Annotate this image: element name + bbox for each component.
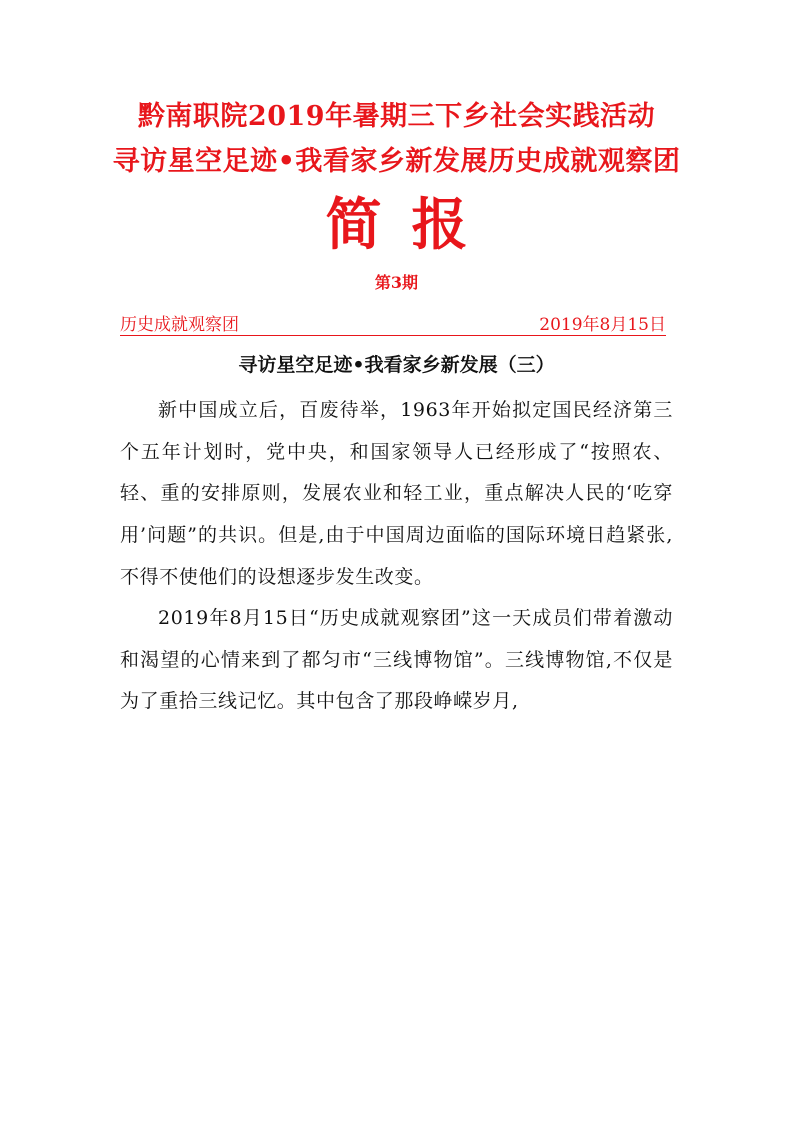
organization-name: 历史成就观察团 <box>120 315 239 335</box>
publish-date: 2019年8月15日 <box>539 315 666 335</box>
header-divider <box>120 335 666 336</box>
header-line-2: 寻访星空足迹•我看家乡新发展历史成就观察团 <box>112 146 681 177</box>
issue-number: 第3期 <box>374 273 419 292</box>
paragraph-1: 新中国成立后，百废待举，1963年开始拟定国民经济第三个五年计划时，党中央，和国家领导人已经形成了“按照农、轻、重的安排原则，发展农业和轻工业，重点解决人民的‘吃穿用’问题”的共识。但是,由于中国周边面临的国际环境日趋紧张,不得不使他们的设想逐步发生改变。 <box>120 399 673 588</box>
paragraph-2: 2019年8月15日“历史成就观察团”这一天成员们带着激动和渴望的心情来到了都匀市“三线博物馆”。三线博物馆,不仅是为了重拾三线记忆。其中包含了那段峥嵘岁月, <box>120 607 673 713</box>
header-line-1: 黔南职院2019年暑期三下乡社会实践活动 <box>137 101 656 132</box>
meta-row <box>120 314 666 336</box>
article-title: 寻访星空足迹•我看家乡新发展（三） <box>238 354 555 376</box>
bulletin-title: 简报 <box>325 192 498 258</box>
